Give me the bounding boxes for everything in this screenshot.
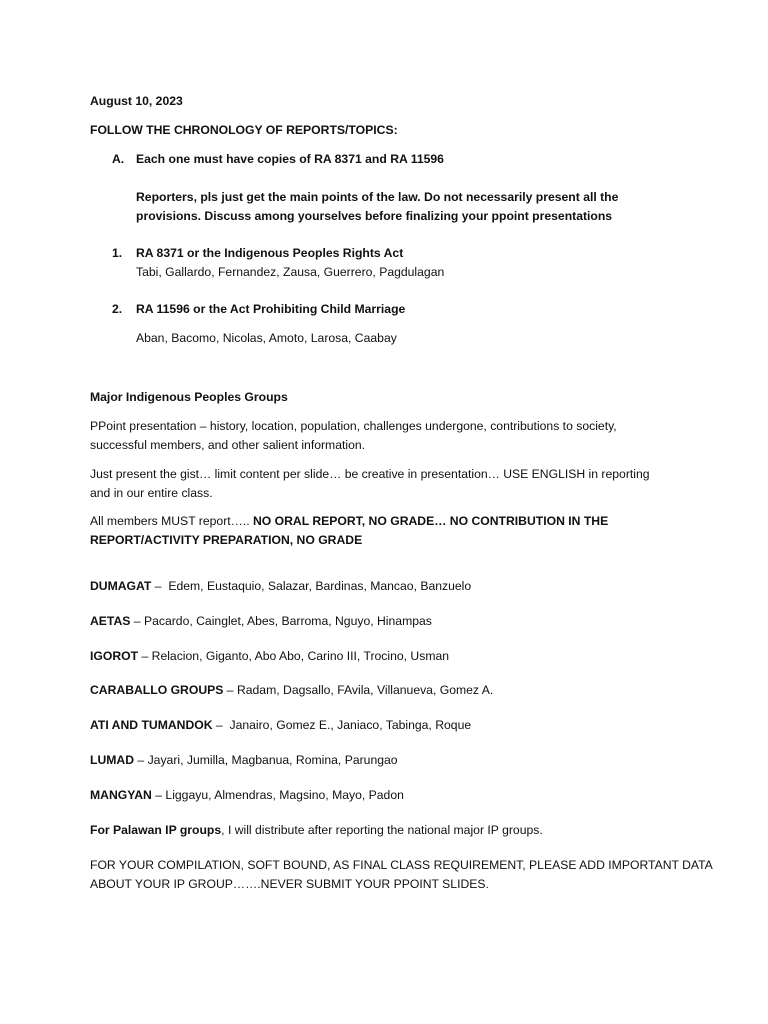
group-separator: –: [134, 753, 148, 767]
group-separator: –: [151, 579, 169, 593]
group-members: Janairo, Gomez E., Janiaco, Tabinga, Roque: [229, 718, 472, 732]
group-separator: –: [151, 788, 166, 802]
item-2-marker: 2.: [112, 302, 123, 316]
item-2-title: RA 11596 or the Act Prohibiting Child Marriage: [136, 302, 406, 316]
group-separator: –: [212, 718, 230, 732]
group-line-mangyan: [90, 786, 404, 805]
group-name: ATI AND TUMANDOK: [90, 718, 213, 732]
ppoint-line-2: successful members, and other salient information.: [90, 438, 366, 452]
document-date: August 10, 2023: [90, 94, 183, 108]
group-name: CARABALLO GROUPS: [90, 683, 224, 697]
report-rule-bold-1: NO ORAL REPORT, NO GRADE… NO CONTRIBUTION IN THE: [252, 514, 609, 528]
group-line-aetas: [90, 612, 432, 631]
group-line-igorot: [90, 647, 449, 666]
group-members: Edem, Eustaquio, Salazar, Bardinas, Mancao, Banzuelo: [168, 579, 472, 593]
compilation-line-2: ABOUT YOUR IP GROUP…….NEVER SUBMIT YOUR PPOINT SLIDES.: [90, 877, 489, 891]
group-name: DUMAGAT: [90, 579, 152, 593]
palawan-note: [90, 821, 543, 840]
reporters-note-line-1: Reporters, pls just get the main points of the law. Do not necessarily present all the: [136, 190, 619, 204]
group-name: MANGYAN: [90, 788, 152, 802]
gist-line-1: Just present the gist… limit content per slide… be creative in presentation… USE ENGLISH in reporting: [90, 467, 650, 481]
group-members: Liggayu, Almendras, Magsino, Mayo, Padon: [165, 788, 404, 802]
item-1-title: RA 8371 or the Indigenous Peoples Rights Act: [136, 246, 404, 260]
group-name: LUMAD: [90, 753, 135, 767]
gist-line-2: and in our entire class.: [90, 486, 213, 500]
item-2-members: Aban, Bacomo, Nicolas, Amoto, Larosa, Caabay: [136, 331, 397, 345]
group-line-dumagat: [90, 577, 471, 596]
group-members: Radam, Dagsallo, FAvila, Villanueva, Gomez A.: [236, 683, 494, 697]
palawan-rest: , I will distribute after reporting the national major IP groups.: [221, 823, 543, 837]
reporters-note-line-2: provisions. Discuss among yourselves before finalizing your ppoint presentations: [136, 209, 613, 223]
compilation-line-1: FOR YOUR COMPILATION, SOFT BOUND, AS FINAL CLASS REQUIREMENT, PLEASE ADD IMPORTANT DATA: [90, 858, 713, 872]
group-separator: –: [138, 649, 152, 663]
chronology-heading: FOLLOW THE CHRONOLOGY OF REPORTS/TOPICS:: [90, 123, 398, 137]
group-separator: –: [223, 683, 237, 697]
ppoint-line-1: PPoint presentation – history, location, population, challenges undergone, contributions to society,: [90, 419, 617, 433]
group-line-ati-tumandok: [90, 716, 471, 735]
group-name: IGOROT: [90, 649, 139, 663]
major-groups-heading: Major Indigenous Peoples Groups: [90, 390, 288, 404]
group-line-lumad: [90, 751, 398, 770]
group-members: Pacardo, Cainglet, Abes, Barroma, Nguyo, Hinampas: [143, 614, 432, 628]
palawan-bold: For Palawan IP groups: [90, 823, 222, 837]
group-name: AETAS: [90, 614, 131, 628]
item-a-text: Each one must have copies of RA 8371 and RA 11596: [136, 152, 444, 166]
item-1-members: Tabi, Gallardo, Fernandez, Zausa, Guerrero, Pagdulagan: [136, 265, 445, 279]
group-members: Jayari, Jumilla, Magbanua, Romina, Parungao: [147, 753, 398, 767]
report-rule-plain: All members MUST report…..: [90, 514, 253, 528]
item-1-marker: 1.: [112, 246, 123, 260]
group-separator: –: [130, 614, 144, 628]
item-a-marker: A.: [112, 152, 125, 166]
report-rule-line-1: [90, 512, 608, 531]
group-members: Relacion, Giganto, Abo Abo, Carino III, Trocino, Usman: [151, 649, 450, 663]
report-rule-line-2: REPORT/ACTIVITY PREPARATION, NO GRADE: [90, 533, 363, 547]
group-line-caraballo: [90, 681, 493, 700]
